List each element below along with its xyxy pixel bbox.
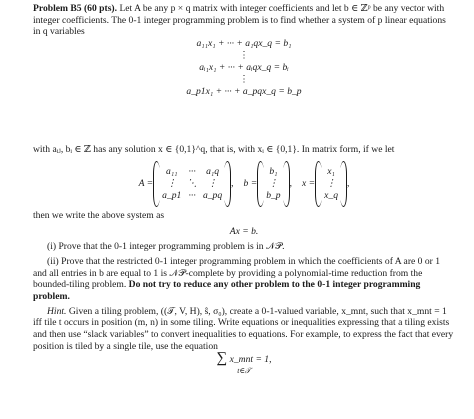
system-line: a₁₁x₁ + ··· + a₁qx_q = b₁ bbox=[196, 38, 292, 50]
sum-symbol: ∑ bbox=[216, 349, 228, 366]
vector-b bbox=[244, 161, 292, 207]
matrix-A bbox=[139, 161, 234, 207]
matrix-entry: ··· bbox=[188, 189, 196, 201]
vector-entry: x₁ bbox=[327, 165, 335, 177]
matrix-entry: ⋮ bbox=[207, 177, 218, 189]
matrix-A-label: A = bbox=[138, 177, 154, 189]
sum-subscript: t∈𝒯 bbox=[237, 365, 251, 375]
matrix-equation: Ax = b. bbox=[229, 225, 259, 237]
comma: , bbox=[347, 177, 350, 189]
matrix-entry: a₁q bbox=[206, 165, 219, 177]
sum-body: x_mnt = 1, bbox=[229, 353, 272, 365]
after-system-text: with aᵢⱼ, bᵢ ∈ ℤ has any solution x ∈ {0,1}^q, that is, with xᵢ ∈ {0,1}. In matrix form, if we let bbox=[33, 144, 395, 156]
part-ii-bold-note: Do not try to reduce any other problem to the 0-1 integer programming problem. bbox=[33, 279, 421, 303]
right-paren bbox=[224, 161, 234, 207]
matrix-entry: ··· bbox=[188, 165, 196, 177]
vector-b-label: b = bbox=[243, 177, 258, 189]
then-text: then we write the above system as bbox=[33, 209, 165, 221]
part-i: (i) Prove that the 0-1 integer programming problem is in 𝒩𝒫. bbox=[47, 241, 285, 253]
right-paren bbox=[283, 161, 290, 207]
matrix-entry: ⋱ bbox=[187, 177, 197, 189]
vector-entry: b₁ bbox=[269, 165, 278, 177]
vector-entry: b_p bbox=[266, 189, 281, 201]
left-paren bbox=[315, 161, 322, 207]
comma: , bbox=[231, 177, 234, 189]
matrix-definitions bbox=[33, 158, 455, 210]
hint-text: Given a tiling problem, ((𝒯, V, H), ŝ, σ₀), create a 0-1-valued variable, x_mnt, such that x_mnt = 1 iff tile t occurs in position (m, n) in some tiling. Write equations or inequalities expressing that a tiling exists and then use “slack variables” to convert inequalities to equations. For example, to express the fact that every position is tiled by a single tile, use the equation bbox=[33, 305, 454, 352]
comma: , bbox=[289, 177, 292, 189]
matrix-A-entries bbox=[160, 166, 224, 202]
vector-x-label: x = bbox=[302, 177, 316, 189]
intro-text: Let A be any p × q matrix with integer coefficients and let b ∈ ℤᵖ be any vector with integer coefficients. The 0-1 integer programming problem is to find whether a system of p linear equations in q variables bbox=[33, 3, 446, 38]
vector-x bbox=[302, 161, 349, 207]
matrix-entry: a_pq bbox=[202, 189, 223, 201]
sum-equation bbox=[33, 349, 455, 376]
part-ii-text: (ii) Prove that the restricted 0-1 integer programming problem in which the coefficients of A are 0 or 1 and all entries in b are equal to 1 is 𝒩𝒫-complete by providing a polynomial-time reduction from the bounded-tiling problem. bbox=[33, 255, 441, 291]
system-line: a_p1x₁ + ··· + a_pqx_q = b_p bbox=[186, 86, 302, 98]
problem-intro bbox=[33, 3, 455, 38]
part-ii bbox=[33, 256, 455, 303]
vector-x-entries bbox=[322, 166, 340, 202]
matrix-entry: ⋮ bbox=[166, 177, 177, 189]
vector-entry: ⋮ bbox=[326, 177, 336, 189]
problem-heading: Problem B5 (60 pts). bbox=[33, 3, 118, 14]
equation-system bbox=[33, 38, 455, 144]
vector-b-entries bbox=[264, 166, 282, 202]
right-paren bbox=[340, 161, 350, 207]
problem-page bbox=[33, 3, 455, 376]
hint-label: Hint. bbox=[47, 305, 67, 317]
system-line: ⋮ bbox=[239, 50, 249, 62]
vector-entry: ⋮ bbox=[268, 177, 279, 189]
hint bbox=[33, 306, 455, 353]
system-line: aᵢ₁x₁ + ··· + aᵢqx_q = bᵢ bbox=[199, 62, 289, 74]
matrix-entry: a₁₁ bbox=[166, 165, 178, 177]
system-line: ⋮ bbox=[239, 74, 249, 86]
vector-entry: x_q bbox=[324, 189, 338, 201]
matrix-entry: a_p1 bbox=[162, 189, 182, 201]
left-paren bbox=[153, 161, 160, 207]
left-paren bbox=[257, 161, 264, 207]
